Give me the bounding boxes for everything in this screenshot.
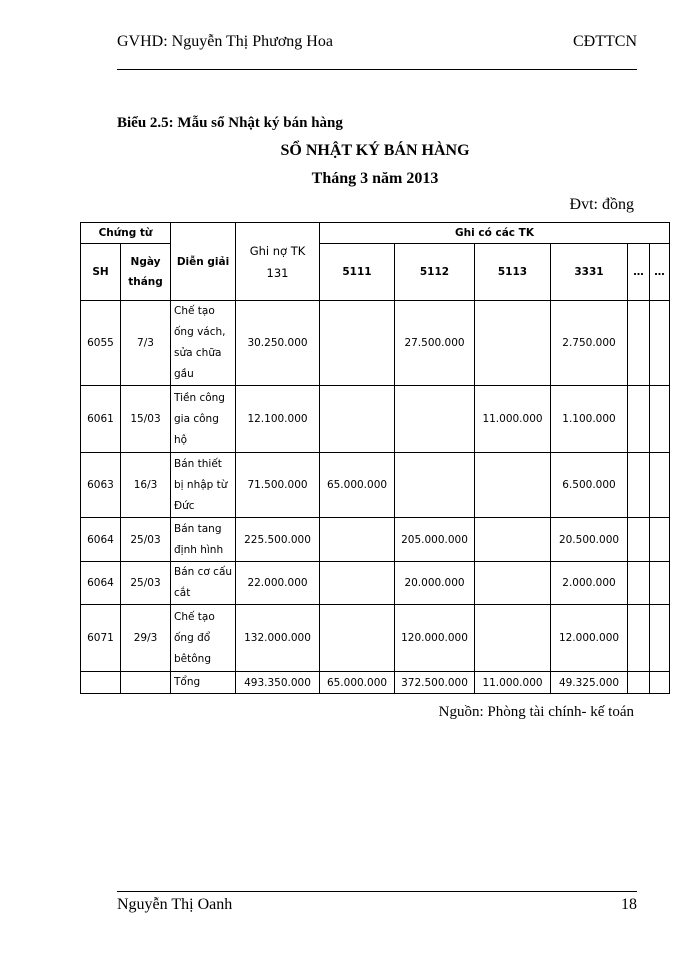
cell-5113	[475, 453, 551, 518]
cell-desc: Chế tạo ống vách, sửa chữa gầu	[171, 301, 236, 386]
cell-date: 25/03	[121, 562, 171, 605]
table-caption: Biểu 2.5: Mẫu sổ Nhật ký bán hàng	[117, 115, 343, 131]
cell-debit: 12.100.000	[236, 386, 320, 453]
cell-debit: 132.000.000	[236, 605, 320, 672]
cell-sh: 6064	[81, 562, 121, 605]
total-5112: 372.500.000	[395, 672, 475, 694]
cell-date: 16/3	[121, 453, 171, 518]
header-tk-5111: 5111	[320, 244, 395, 301]
total-label: Tổng	[171, 672, 236, 694]
footer-divider	[117, 891, 637, 892]
cell-more-2	[650, 386, 670, 453]
page-title: SỔ NHẬT KÝ BÁN HÀNG	[280, 142, 470, 159]
cell-sh: 6061	[81, 386, 121, 453]
cell-more-1	[628, 301, 650, 386]
cell-3331: 2.000.000	[551, 562, 628, 605]
cell-sh: 6063	[81, 453, 121, 518]
cell-3331: 12.000.000	[551, 605, 628, 672]
cell-5113	[475, 301, 551, 386]
cell-more-2	[650, 562, 670, 605]
cell-5112: 27.500.000	[395, 301, 475, 386]
header-chung-tu: Chứng từ	[81, 223, 171, 244]
header-sh: SH	[81, 244, 121, 301]
cell-date: 7/3	[121, 301, 171, 386]
cell-5113	[475, 605, 551, 672]
header-tk-5113: 5113	[475, 244, 551, 301]
cell-5111	[320, 386, 395, 453]
cell-5113	[475, 518, 551, 562]
cell-sh: 6055	[81, 301, 121, 386]
cell-debit: 30.250.000	[236, 301, 320, 386]
cell-debit: 22.000.000	[236, 562, 320, 605]
header-tk-3331: 3331	[551, 244, 628, 301]
cell-3331: 6.500.000	[551, 453, 628, 518]
total-row	[81, 672, 670, 694]
table-row	[81, 301, 670, 386]
cell-more-2	[650, 453, 670, 518]
cell-5112	[395, 453, 475, 518]
cell-5113: 11.000.000	[475, 386, 551, 453]
header-row-2	[81, 244, 670, 301]
unit-label: Đvt: đồng	[569, 196, 634, 213]
cell-sh: 6064	[81, 518, 121, 562]
header-more-2: …	[650, 244, 670, 301]
table-row	[81, 518, 670, 562]
cell-3331: 1.100.000	[551, 386, 628, 453]
cell-5112: 20.000.000	[395, 562, 475, 605]
cell-3331: 20.500.000	[551, 518, 628, 562]
header-divider	[117, 69, 637, 70]
header-tk-5112: 5112	[395, 244, 475, 301]
table-row	[81, 453, 670, 518]
table-row	[81, 605, 670, 672]
total-3331: 49.325.000	[551, 672, 628, 694]
header-ghi-co: Ghi có các TK	[320, 223, 670, 244]
cell-desc: Tiền công gia công hộ	[171, 386, 236, 453]
cell-5112: 205.000.000	[395, 518, 475, 562]
cell-date: 25/03	[121, 518, 171, 562]
cell-more-1	[628, 453, 650, 518]
page-subtitle: Tháng 3 năm 2013	[311, 170, 439, 187]
header-advisor: GVHD: Nguyễn Thị Phương Hoa	[117, 33, 333, 50]
cell-5111: 65.000.000	[320, 453, 395, 518]
table-row	[81, 386, 670, 453]
cell-date	[121, 672, 171, 694]
cell-5111	[320, 562, 395, 605]
cell-5113	[475, 562, 551, 605]
total-debit: 493.350.000	[236, 672, 320, 694]
total-5111: 65.000.000	[320, 672, 395, 694]
cell-5111	[320, 518, 395, 562]
cell-more-2	[650, 672, 670, 694]
sales-journal-table	[80, 222, 670, 694]
header-dien-giai: Diễn giải	[171, 223, 236, 301]
cell-more-1	[628, 605, 650, 672]
cell-more-1	[628, 562, 650, 605]
cell-desc: Bán cơ cấu cắt	[171, 562, 236, 605]
cell-more-1	[628, 672, 650, 694]
cell-debit: 71.500.000	[236, 453, 320, 518]
cell-more-1	[628, 386, 650, 453]
cell-5112: 120.000.000	[395, 605, 475, 672]
cell-desc: Chế tạo ống đổ bêtông	[171, 605, 236, 672]
cell-5112	[395, 386, 475, 453]
cell-3331: 2.750.000	[551, 301, 628, 386]
total-5113: 11.000.000	[475, 672, 551, 694]
footer-author: Nguyễn Thị Oanh	[117, 896, 233, 913]
cell-date: 29/3	[121, 605, 171, 672]
cell-more-2	[650, 605, 670, 672]
header-more-1: …	[628, 244, 650, 301]
cell-desc: Bán thiết bị nhập từ Đức	[171, 453, 236, 518]
cell-desc: Bán tang định hình	[171, 518, 236, 562]
cell-sh	[81, 672, 121, 694]
header-ngay-thang: Ngày tháng	[121, 244, 171, 301]
cell-more-2	[650, 518, 670, 562]
header-row-1	[81, 223, 670, 244]
table-row	[81, 562, 670, 605]
header-ghi-no: Ghi nợ TK 131	[236, 223, 320, 301]
cell-debit: 225.500.000	[236, 518, 320, 562]
source-note: Nguồn: Phòng tài chính- kế toán	[438, 704, 634, 720]
header-class: CĐTTCN	[573, 33, 637, 50]
cell-more-2	[650, 301, 670, 386]
cell-5111	[320, 301, 395, 386]
cell-date: 15/03	[121, 386, 171, 453]
page-number: 18	[621, 896, 637, 913]
cell-more-1	[628, 518, 650, 562]
cell-sh: 6071	[81, 605, 121, 672]
cell-5111	[320, 605, 395, 672]
